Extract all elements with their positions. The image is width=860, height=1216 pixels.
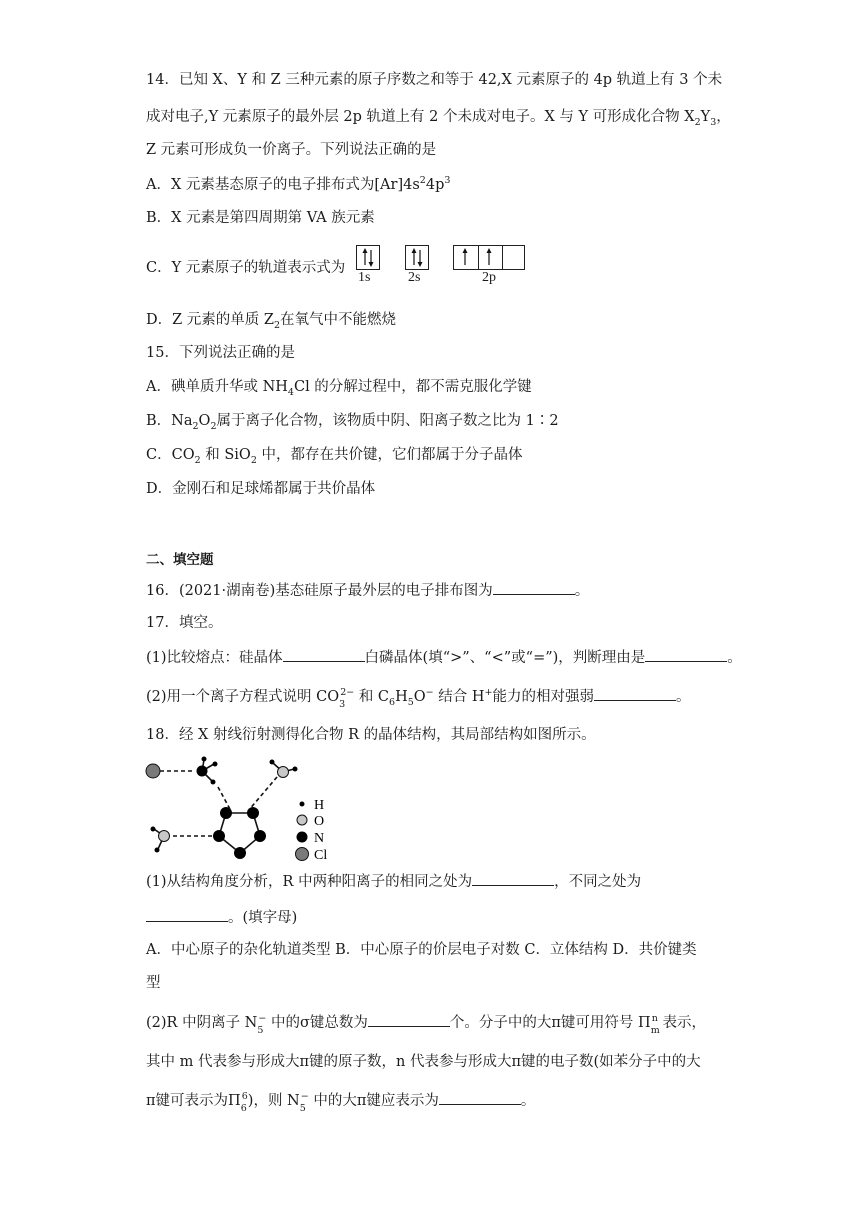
crystal-structure-figure (140, 752, 340, 864)
orbital-box-1s (356, 245, 380, 270)
orbital-label-1s: 1s (358, 270, 371, 285)
q14-stem-line2: 成对电子,Y 元素原子的最外层 2p 轨道上有 2 个未成对电子。X 与 Y 可形成化合物 $X_2Y_3$， (146, 109, 731, 128)
answer-blank[interactable] (439, 1090, 521, 1105)
up-arrow-icon (454, 246, 476, 269)
q15-option-a: A．碘单质升华或 $NH_4Cl$ 的分解过程中，都不需克服化学键 (146, 379, 532, 398)
atom-o (278, 767, 289, 778)
legend-o-label: O (314, 814, 325, 829)
q14-option-d: D．Z 元素的单质 $Z_2$在氧气中不能燃烧 (146, 312, 397, 331)
answer-blank[interactable] (146, 907, 228, 922)
atom-n (197, 766, 208, 777)
legend-cl-label: Cl (314, 848, 328, 863)
q18-part2: (2)R 中阴离子 $N_5^-$ 中的σ键总数为 个。分子中的大π键可用符号 $\Pi_m^n$ 表示， (146, 1013, 706, 1036)
q18-options: A．中心原子的杂化轨道类型 B．中心原子的价层电子对数 C．立体结构 D．共价键类 (146, 942, 697, 958)
q14-stem-line1: 14．已知 X、Y 和 Z 三种元素的原子序数之和等于 42,X 元素原子的 4p 轨道上有 3 个未 (146, 72, 723, 88)
paired-electrons-icon (406, 246, 428, 269)
q15-option-d: D．金刚石和足球烯都属于共价晶体 (146, 481, 376, 497)
q18-part2-line3: π键可表示为$\Pi_6^6$)，则 $N_5^-$ 中的大π键应表示为 。 (146, 1091, 536, 1114)
answer-blank[interactable] (472, 871, 554, 886)
q17-part1: (1)比较熔点：硅晶体 白磷晶体(填“>”、“<”或“=”)，判断理由是 。 (146, 647, 742, 668)
q18-stem: 18．经 X 射线衍射测得化合物 R 的晶体结构，其局部结构如图所示。 (146, 727, 596, 743)
q18-part1-line2: 。(填字母) (146, 907, 297, 928)
q18-part1: (1)从结构角度分析，R 中两种阳离子的相同之处为 ，不同之处为 (146, 871, 641, 892)
atom-cl (146, 764, 160, 778)
answer-blank[interactable] (645, 647, 727, 662)
answer-blank[interactable] (493, 580, 575, 595)
q18-part2-line2: 其中 m 代表参与形成大π键的原子数，n 代表参与形成大π键的电子数(如苯分子中的大 (146, 1054, 701, 1070)
orbital-box-2p (453, 245, 525, 270)
legend-h-label: H (314, 798, 325, 813)
q15-stem: 15．下列说法正确的是 (146, 345, 295, 361)
legend-cl-marker (296, 848, 309, 861)
paired-electrons-icon (357, 246, 379, 269)
orbital-2p-1 (454, 246, 479, 269)
orbital-box-2s (405, 245, 429, 270)
q18-options-wrap: 型 (146, 975, 161, 991)
up-arrow-icon (478, 246, 500, 269)
section-title: 二、填空题 (146, 552, 214, 568)
q15-option-c: C．$CO_2$ 和 SiO$_2$ 中，都存在共价键，它们都属于分子晶体 (146, 447, 523, 466)
orbital-label-2p: 2p (482, 270, 496, 285)
q14-option-c: C．Y 元素原子的轨道表示式为 (146, 260, 346, 276)
q17-stem: 17．填空。 (146, 615, 223, 631)
answer-blank[interactable] (368, 1012, 450, 1027)
legend-n-label: N (314, 831, 325, 846)
legend-n-marker (297, 832, 308, 843)
q15-option-b: B．$Na_2O_2$属于离子化合物，该物质中阴、阳离子数之比为 1∶2 (146, 413, 559, 432)
answer-blank[interactable] (283, 647, 365, 662)
q14-stem-line3: Z 元素可形成负一价离子。下列说法正确的是 (146, 142, 437, 158)
orbital-2p-2 (478, 246, 503, 269)
q17-part2: (2)用一个离子方程式说明 $CO_3^{2-}$ 和 $C_6H_5O^-$ 结合 H+能力的相对强弱 。 (146, 687, 691, 710)
answer-blank[interactable] (594, 686, 676, 701)
q14-option-a: A．X 元素基态原子的电子排布式为$[Ar]4s^24p^3$ (146, 175, 451, 193)
q14-option-b: B．X 元素是第四周期第 VA 族元素 (146, 210, 375, 226)
q16: 16．(2021·湖南卷)基态硅原子最外层的电子排布图为 。 (146, 580, 589, 601)
legend-o-marker (297, 815, 307, 825)
orbital-label-2s: 2s (408, 270, 421, 285)
legend-h-marker (300, 802, 305, 807)
